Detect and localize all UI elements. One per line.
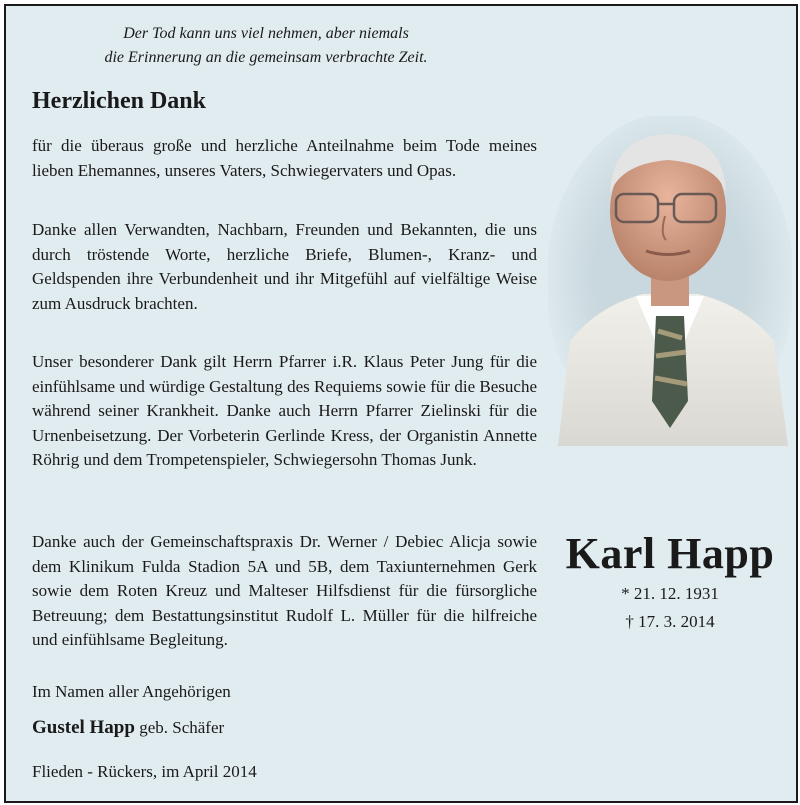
- motto-line-1: Der Tod kann uns viel nehmen, aber niemals: [123, 25, 409, 42]
- motto-line-2: die Erinnerung an die gemeinsam verbrachte Zeit.: [104, 49, 428, 66]
- death-date: † 17. 3. 2014: [625, 612, 715, 631]
- place-date: Flieden - Rückers, im April 2014: [32, 762, 257, 781]
- thanks-heading: Herzlichen Dank: [32, 88, 206, 114]
- signer-name: Gustel Happ: [32, 717, 135, 738]
- portrait-illustration: [548, 116, 792, 446]
- signature: [32, 717, 224, 739]
- paragraph-1: für die überaus große und herzliche Anteilnahme beim Tode meines lieben Ehemannes, unseres Vaters, Schwiegervaters und Opas.: [32, 136, 537, 180]
- birth-date: * 21. 12. 1931: [621, 584, 719, 603]
- paragraph-2: Danke allen Verwandten, Nachbarn, Freunden und Bekannten, die uns durch tröstende Worte, herzliche Briefe, Blumen-, Kranz- und Geldspenden ihre Verbundenheit und ihr Mitgefühl auf vielfältige Weise zum Ausdruck brachten.: [32, 220, 537, 313]
- paragraph-4: Danke auch der Gemeinschaftspraxis Dr. Werner / Debiec Alicja sowie dem Klinikum Fulda Stadion 5A und 5B, dem Taxiunternehmen Gerk sowie dem Roten Kreuz und Malteser Hilfsdienst für die fürsorgliche Betreuung; dem Bestattungsinstitut Rudolf L. Müller für die hilfreiche und einfühlsame Begleitung.: [32, 532, 537, 649]
- obituary-card: [4, 4, 798, 803]
- paragraph-3: Unser besonderer Dank gilt Herrn Pfarrer i.R. Klaus Peter Jung für die einfühlsame und würdige Gestaltung des Requiems sowie für die Besuche während seiner Krankheit. Danke auch Herrn Pfarrer Zielinski für die Urnenbeisetzung. Der Vorbeterin Gerlinde Kress, der Organistin Annette Röhrig und dem Trompetenspieler, Schwiegersohn Thomas Junk.: [32, 352, 537, 469]
- deceased-name: Karl Happ: [565, 529, 775, 578]
- motto-quote: [6, 22, 526, 70]
- on-behalf-line: Im Namen aller Angehörigen: [32, 682, 231, 701]
- signer-maiden-name: geb. Schäfer: [139, 718, 225, 737]
- portrait-photo: [548, 116, 792, 446]
